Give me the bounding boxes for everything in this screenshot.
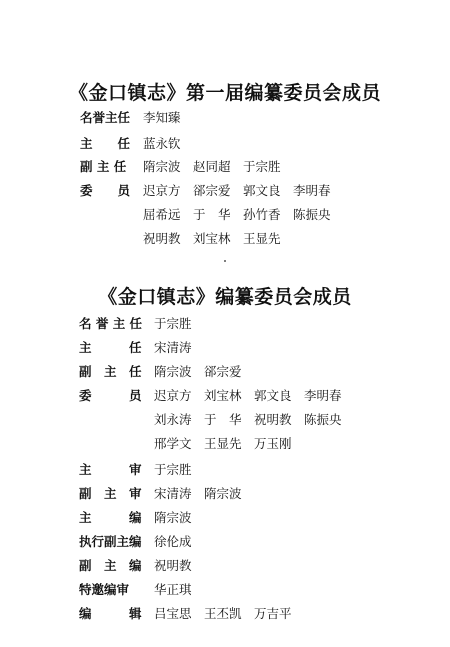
member-names: 蓝永钦 bbox=[143, 136, 181, 151]
role-label: 副 主 任 bbox=[79, 364, 142, 379]
member-names: 屈希远 于 华 孙竹香 陈振央 bbox=[143, 207, 331, 222]
role-label: 名誉主任 bbox=[80, 110, 131, 125]
member-names: 祝明教 刘宝林 王显先 bbox=[143, 231, 281, 246]
role-label: 主 编 bbox=[79, 510, 142, 525]
member-names: 宋清涛 隋宗波 bbox=[154, 486, 242, 501]
stray-dot bbox=[224, 260, 226, 262]
role-label: 主 任 bbox=[79, 340, 142, 355]
role-label: 执行副主编 bbox=[79, 534, 142, 549]
member-names: 迟京方 郤宗爱 郭文良 李明春 bbox=[143, 183, 331, 198]
member-names: 祝明教 bbox=[154, 558, 192, 573]
member-names: 刘永涛 于 华 祝明教 陈振央 bbox=[154, 412, 342, 427]
member-names: 宋清涛 bbox=[154, 340, 192, 355]
member-names: 隋宗波 bbox=[154, 510, 192, 525]
role-label: 编 辑 bbox=[79, 606, 142, 621]
member-names: 邢学文 王显先 万玉刚 bbox=[154, 436, 292, 451]
member-names: 于宗胜 bbox=[154, 462, 192, 477]
member-names: 隋宗波 赵同超 于宗胜 bbox=[143, 159, 281, 174]
role-label: 主 审 bbox=[79, 462, 142, 477]
member-names: 徐伦成 bbox=[154, 534, 192, 549]
section1-title: 《金口镇志》第一届编纂委员会成员 bbox=[68, 82, 381, 104]
member-names: 华正琪 bbox=[154, 582, 192, 597]
role-label: 副 主 任 bbox=[80, 159, 127, 174]
member-names: 李知臻 bbox=[143, 110, 181, 125]
member-names: 吕宝思 王丕凯 万吉平 bbox=[154, 606, 292, 621]
role-label: 委 员 bbox=[79, 388, 142, 403]
role-label: 委 员 bbox=[80, 183, 131, 198]
role-label: 副 主 审 bbox=[79, 486, 142, 501]
role-label: 主 任 bbox=[80, 136, 131, 151]
role-label: 副 主 编 bbox=[79, 558, 142, 573]
role-label: 名 誉 主 任 bbox=[79, 316, 143, 331]
member-names: 于宗胜 bbox=[154, 316, 192, 331]
member-names: 迟京方 刘宝林 郭文良 李明春 bbox=[154, 388, 342, 403]
section2-title: 《金口镇志》编纂委员会成员 bbox=[98, 286, 352, 308]
role-label: 特邀编审 bbox=[79, 582, 130, 597]
member-names: 隋宗波 郤宗爱 bbox=[154, 364, 242, 379]
